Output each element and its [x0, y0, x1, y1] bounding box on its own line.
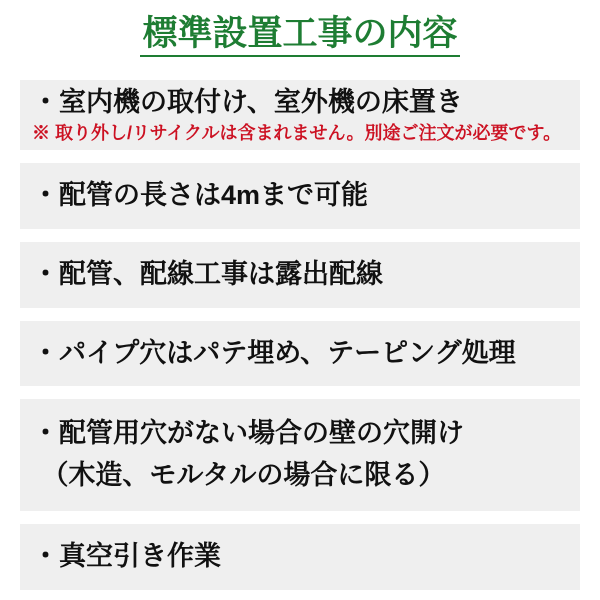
list-item-text: ・パイプ穴はパテ埋め、テーピング処理 — [32, 337, 516, 368]
list-item-note: ※ 取り外し/リサイクルは含まれません。別途ご注文が必要です。 — [32, 122, 562, 143]
title-section — [0, 0, 600, 57]
list-item-text-line2: （木造、モルタルの場合に限る） — [41, 460, 446, 491]
list-item-exposed-wiring — [20, 242, 580, 308]
list-item-pipe-length — [20, 163, 580, 229]
page-title: 標準設置工事の内容 — [140, 16, 459, 57]
list-item-vacuum-work — [20, 524, 580, 590]
list-item-indoor-outdoor-unit — [20, 80, 580, 150]
installation-items-list — [20, 80, 580, 590]
list-item-text: ・配管用穴がない場合の壁の穴開け — [32, 418, 464, 449]
list-item-text: ・室内機の取付け、室外機の床置き — [32, 87, 463, 117]
list-item-pipe-hole-sealing — [20, 321, 580, 387]
list-item-text: ・真空引き作業 — [32, 541, 221, 572]
list-item-text: ・配管の長さは4mまで可能 — [32, 180, 369, 211]
list-item-text: ・配管、配線工事は露出配線 — [32, 258, 383, 289]
list-item-wall-drilling — [20, 399, 580, 511]
